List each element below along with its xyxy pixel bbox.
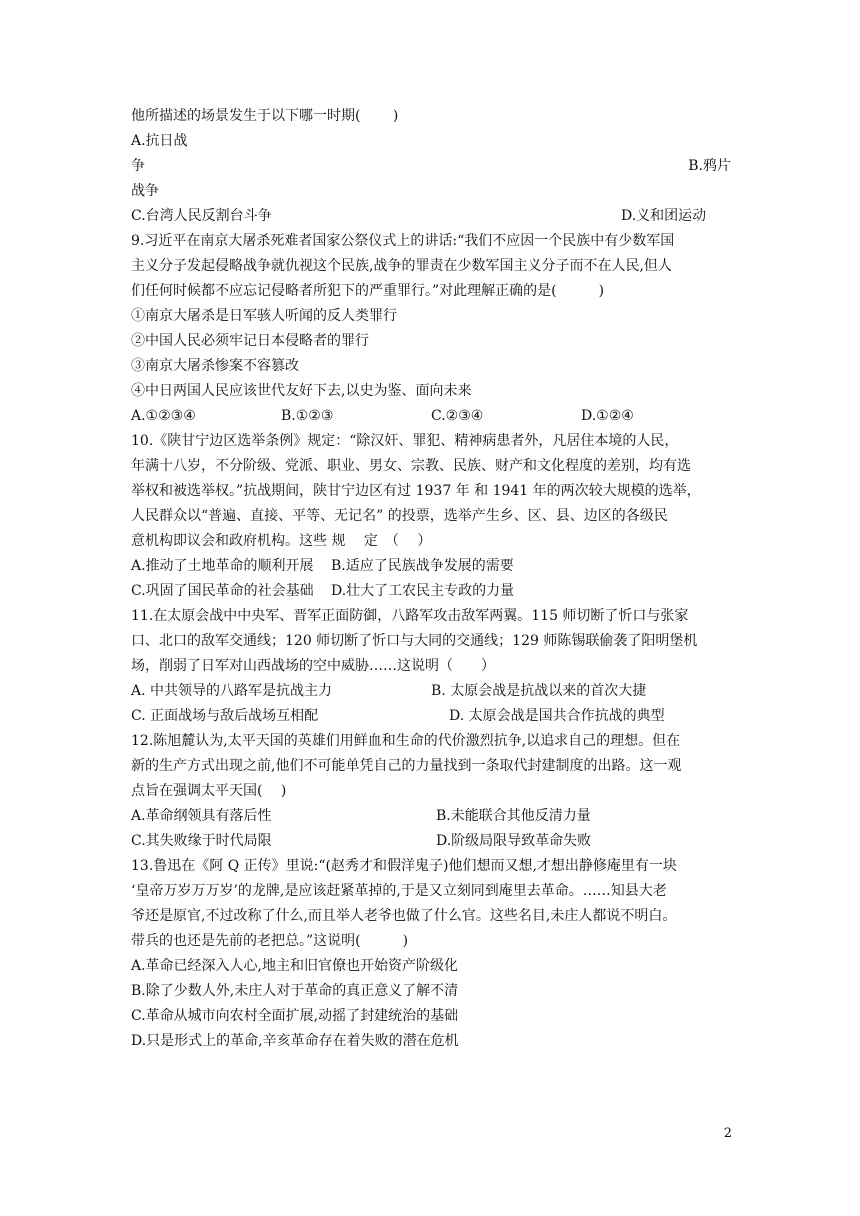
q10-stem: 举权和被选举权。”抗战期间，陕甘宁边区有过 1937 年 和 1941 年的两次较大规模的选举， [131,483,701,499]
q8-option-d: D.义和团运动 [621,208,707,224]
q13-stem: 带兵的也还是先前的老把总。”这说明( ) [131,933,409,949]
page-number: 2 [723,1126,732,1141]
q12-option-a: A.革命纲领具有落后性 [131,808,272,824]
q11-stem: 场，削弱了日军对山西战场的空中威胁……这说明（ ） [131,658,495,674]
q9-options [131,404,731,429]
q10-options-cd [131,579,731,604]
q8-option-a-cont: 争 [131,158,145,174]
q10-options-ab [131,554,731,579]
q12-options-cd [131,829,731,854]
q13-option-c: C.革命从城市向农村全面扩展,动摇了封建统治的基础 [131,1008,459,1024]
q8-option-c: C.台湾人民反割台斗争 [131,208,272,224]
q9-item: ③南京大屠杀惨案不容篡改 [131,358,299,374]
q10-stem: 人民群众以“普遍、直接、平等、无记名” 的投票，选举产生乡、区、县、边区的各级民 [131,508,668,524]
q11-option-d: D. 太原会战是国共合作抗战的典型 [449,708,665,724]
q13-stem: 13.鲁迅在《阿 Q 正传》里说:“(赵秀才和假洋鬼子)他们想而又想,才想出静修庵里有一块 [131,858,677,874]
q10-stem: 意机构即议会和政府机构。这些 规 定 （ ） [131,533,432,549]
q11-stem: 口、北口的敌军交通线；120 师切断了忻口与大同的交通线；129 师陈锡联偷袭了阳明堡机 [131,633,698,649]
q13-option-b: B.除了少数人外,未庄人对于革命的真正意义了解不清 [131,983,459,999]
q13-stem: ‘皇帝万岁万万岁’的龙牌,是应该赶紧革掉的,于是又立刻同到庵里去革命。……知县大老 [131,883,667,899]
q11-options-cd [131,704,731,729]
q10-stem: 年满十八岁，不分阶级、党派、职业、男女、宗教、民族、财产和文化程度的差别，均有选 [131,458,691,474]
q10-option-b: B.适应了民族战争发展的需要 [331,558,514,574]
q12-stem: 点旨在强调太平天国( ) [131,783,287,799]
q13-option-d: D.只是形式上的革命,辛亥革命存在着失败的潜在危机 [131,1033,459,1049]
q12-options-ab [131,804,731,829]
q9-option-b: B.①②③ [281,408,334,424]
q10-option-c: C.巩固了国民革命的社会基础 [131,583,314,599]
q12-stem: 新的生产方式出现之前,他们不可能单凭自己的力量找到一条取代封建制度的出路。这一观 [131,758,682,774]
q13-option-a: A.革命已经深入人心,地主和旧官僚也开始资产阶级化 [131,958,459,974]
q9-option-d: D.①②④ [581,408,634,424]
q9-item: ①南京大屠杀是日军骇人听闻的反人类罪行 [131,308,397,324]
q9-stem: 9.习近平在南京大屠杀死难者国家公祭仪式上的讲话:“我们不应因一个民族中有少数军国 [131,233,675,249]
q8-stem-tail: 他所描述的场景发生于以下哪一时期( ) [131,108,399,124]
q9-option-c: C.②③④ [431,408,484,424]
q11-option-b: B. 太原会战是抗战以来的首次大捷 [431,683,647,699]
q11-options-ab [131,679,731,704]
q11-option-a: A. 中共领导的八路军是抗战主力 [131,683,333,699]
q10-option-a: A.推动了土地革命的顺利开展 [131,558,314,574]
q13-stem: 爷还是原官,不过改称了什么,而且举人老爷也做了什么官。这些名目,未庄人都说不明白。 [131,908,677,924]
q12-stem: 12.陈旭麓认为,太平天国的英雄们用鲜血和生命的代价激烈抗争,以追求自己的理想。但在 [131,733,681,749]
q11-option-c: C. 正面战场与敌后战场互相配 [131,708,319,724]
q12-option-c: C.其失败缘于时代局限 [131,833,272,849]
q12-option-b: B.未能联合其他反清力量 [436,808,591,824]
q12-option-d: D.阶级局限导致革命失败 [436,833,592,849]
q9-item: ②中国人民必须牢记日本侵略者的罪行 [131,333,369,349]
question-content [131,104,731,1054]
q9-item: ④中日两国人民应该世代友好下去,以史为鉴、面向未来 [131,383,472,399]
q8-option-b-cont: 战争 [131,183,159,199]
q8-option-row [131,154,731,179]
q8-option-a: A.抗日战 [131,133,188,149]
q8-option-b: B.鸦片 [688,158,731,174]
q11-stem: 11.在太原会战中中央军、晋军正面防御，八路军攻击敌军两翼。115 师切断了忻口与张家 [131,608,689,624]
q10-option-d: D.壮大了工农民主专政的力量 [331,583,515,599]
q8-option-row-cd [131,204,731,229]
q9-stem: 主义分子发起侵略战争就仇视这个民族,战争的罪责在少数军国主义分子而不在人民,但人 [131,258,672,274]
q10-stem: 10.《陕甘宁边区选举条例》规定：“除汉奸、罪犯、精神病患者外，凡居住本境的人民， [131,433,679,449]
q9-option-a: A.①②③④ [131,408,196,424]
q9-stem: 们任何时候都不应忘记侵略者所犯下的严重罪行。”对此理解正确的是( ) [131,283,605,299]
